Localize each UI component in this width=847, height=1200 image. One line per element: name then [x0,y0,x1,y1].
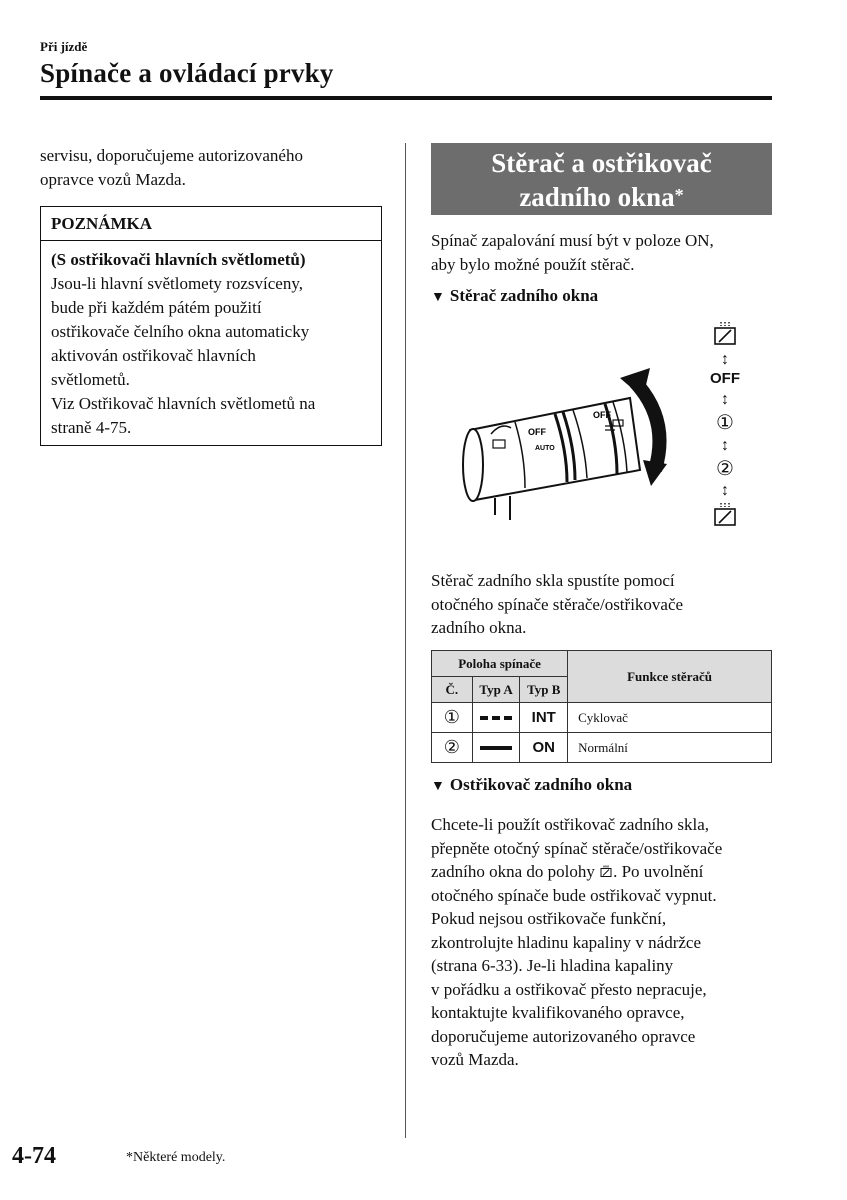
row-function: Normální [568,733,772,763]
note-heading: POZNÁMKA [41,207,381,241]
note-line: světlometů. [51,370,130,389]
para-line: Pokud nejsou ostřikovače funkční, [431,909,667,928]
para-line: Chcete-li použít ostřikovač zadního skla, [431,815,710,834]
para-line: Stěrač zadního skla spustíte pomocí [431,571,675,590]
col-b-header: Typ B [520,677,568,703]
column-divider [405,143,406,1138]
heading-line: Stěrač a ostřikovač [491,148,712,178]
arrow-updown-icon: ↕ [721,391,729,408]
stalk-label-off-2: OFF [593,410,611,420]
heading-line-2 [431,180,772,214]
note-body [41,241,381,440]
intro-line: servisu, doporučujeme autorizovaného [40,146,303,165]
row-number: ② [432,733,473,763]
title-rule [40,96,772,100]
subheading-rear-washer [431,775,632,795]
footnote: *Některé modely. [126,1150,226,1165]
wiper-stalk-illustration [455,360,705,560]
stalk-label-auto: AUTO [535,445,555,452]
washer-paragraph [431,813,771,1072]
stalk-label-off: OFF [528,427,546,437]
function-header: Funkce stěračů [568,651,772,703]
row-type-b: INT [520,703,568,733]
arrow-updown-icon: ↕ [721,482,729,499]
table-row [432,703,772,733]
para-line: aby bylo možné použít stěrač. [431,254,635,274]
position-sequence [700,320,750,532]
rear-washer-icon [599,864,613,878]
para-line: přepněte otočný spínač stěrače/ostřikovače [431,838,723,858]
note-line: ostřikovače čelního okna automaticky [51,322,310,341]
triangle-bullet-icon: ▼ [431,290,445,305]
row-type-b: ON [520,733,568,763]
page-number: 4-74 [12,1143,56,1169]
subheading-text: Ostřikovač zadního okna [449,775,633,794]
arrow-updown-icon: ↕ [721,437,729,454]
note-line: aktivován ostřikovač hlavních [51,346,256,365]
group-header: Poloha spínače [432,651,568,677]
para-line: zadního okna. [431,618,527,637]
note-line: straně 4-75. [51,418,132,437]
col-a-header: Typ A [472,677,520,703]
continuous-icon [472,733,520,763]
note-line: Viz Ostřikovač hlavních světlometů na [51,394,316,413]
para-line: Spínač zapalování musí být v poloze ON, [431,231,714,250]
subheading-text: Stěrač zadního okna [449,286,599,305]
rear-washer-icon [711,501,739,527]
switch-position-table [431,650,772,763]
off-label: OFF [710,370,740,387]
para-line: zkontrolujte hladinu kapaliny v nádržce [431,932,702,952]
model-mark: * [674,185,684,205]
triangle-bullet-icon: ▼ [431,779,445,794]
heading-text: zadního okna [519,182,675,212]
note-line: Jsou-li hlavní světlomety rozsvíceny, [51,274,303,293]
row-function: Cyklovač [568,703,772,733]
intro-paragraph [431,229,771,276]
para-line: kontaktujte kvalifikovaného opravce, [431,1003,685,1022]
para-line: (strana 6-33). Je-li hladina kapaliny [431,956,674,975]
para-line: otočného spínače bude ostřikovač vypnut. [431,885,717,905]
section-label: Při jízdě [40,39,88,54]
left-intro-text [40,144,370,192]
arrow-updown-icon: ↕ [721,351,729,368]
row-number: ① [432,703,473,733]
para-line: vozů Mazda. [431,1050,519,1069]
note-bold-line: (S ostřikovači hlavních světlometů) [51,250,306,269]
after-diagram-paragraph [431,569,771,640]
para-line [431,860,771,884]
rear-washer-icon [711,320,739,346]
subheading-rear-wiper [431,286,598,306]
para-text: zadního okna do polohy [431,862,595,881]
position-1-label: ① [716,412,734,434]
para-text: . Po uvolnění [613,862,704,881]
col-no-header: Č. [432,677,473,703]
table-row [432,733,772,763]
section-heading [431,143,772,215]
page-title: Spínače a ovládací prvky [40,58,334,88]
para-line: doporučujeme autorizovaného opravce [431,1026,696,1046]
intermittent-icon [472,703,520,733]
para-line: otočného spínače stěrače/ostřikovače [431,594,684,614]
note-box [40,206,382,446]
note-line: bude při každém pátém použití [51,298,262,317]
position-2-label: ② [716,458,734,480]
para-line: v pořádku a ostřikovač přesto nepracuje, [431,979,707,999]
intro-line: opravce vozů Mazda. [40,170,186,189]
